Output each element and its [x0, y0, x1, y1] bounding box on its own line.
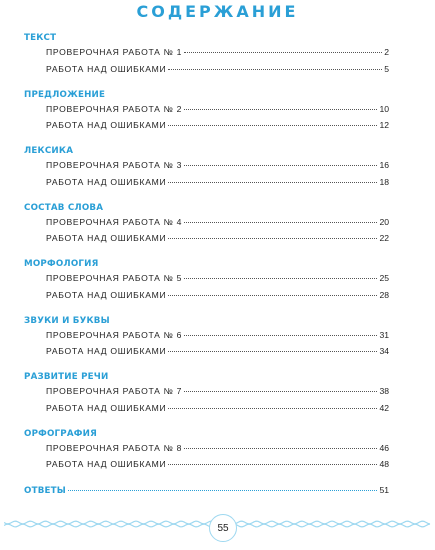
toc-entry[interactable] — [24, 343, 389, 360]
entry-title: РАБОТА НАД ОШИБКАМИ — [46, 176, 167, 187]
toc-section — [24, 202, 389, 247]
section-heading[interactable]: ОРФОГРАФИЯ — [24, 428, 97, 439]
dot-leader — [184, 335, 377, 336]
entry-page-number: 5 — [384, 63, 389, 74]
entry-page-number: 42 — [379, 402, 389, 413]
page-title: СОДЕРЖАНИЕ — [136, 2, 299, 21]
toc-section — [24, 258, 389, 303]
entry-page-number: 48 — [379, 459, 389, 469]
entry-title: ПРОВЕРОЧНАЯ РАБОТА № 4 — [46, 216, 183, 227]
dot-leader — [184, 222, 377, 223]
dot-leader — [184, 278, 377, 279]
toc-entry[interactable] — [24, 44, 389, 61]
entry-page-number: 2 — [384, 47, 389, 57]
section-heading[interactable]: ЗВУКИ И БУКВЫ — [24, 315, 110, 326]
dot-leader — [168, 351, 377, 352]
dot-leader — [184, 109, 377, 110]
dot-leader — [168, 125, 377, 126]
entry-title: ПРОВЕРОЧНАЯ РАБОТА № 2 — [46, 103, 183, 114]
entry-title: РАБОТА НАД ОШИБКАМИ — [46, 289, 167, 300]
entry-title: РАБОТА НАД ОШИБКАМИ — [46, 120, 167, 130]
toc-entry[interactable] — [24, 287, 389, 304]
toc-entry[interactable] — [24, 440, 389, 457]
dot-leader — [168, 464, 377, 465]
entry-title: ПРОВЕРОЧНАЯ РАБОТА № 7 — [46, 386, 183, 396]
entry-page-number: 34 — [379, 346, 389, 356]
entry-page-number: 10 — [379, 103, 389, 114]
section-heading[interactable]: МОРФОЛОГИЯ — [24, 259, 99, 269]
entry-title: РАБОТА НАД ОШИБКАМИ — [46, 459, 167, 469]
entry-title: РАБОТА НАД ОШИБКАМИ — [46, 233, 167, 243]
section-heading[interactable]: РАЗВИТИЕ РЕЧИ — [24, 372, 109, 382]
toc-entry[interactable] — [24, 230, 389, 247]
toc-entry[interactable] — [24, 214, 389, 231]
section-heading[interactable]: ТЕКСТ — [24, 33, 57, 43]
dot-leader — [168, 69, 382, 70]
entry-title: ПРОВЕРОЧНАЯ РАБОТА № 5 — [46, 273, 183, 283]
entry-page-number: 28 — [379, 289, 389, 300]
dot-leader — [184, 391, 377, 392]
entry-page-number: 46 — [379, 442, 389, 453]
toc-entry[interactable] — [24, 101, 389, 118]
entry-title: ПРОВЕРОЧНАЯ РАБОТА № 1 — [46, 47, 183, 57]
dot-leader — [184, 165, 377, 166]
toc-section — [24, 371, 389, 416]
entry-title: ПРОВЕРОЧНАЯ РАБОТА № 3 — [46, 160, 183, 170]
section-heading[interactable]: СОСТАВ СЛОВА — [24, 202, 104, 213]
entry-page-number: 18 — [379, 176, 389, 187]
entry-page-number: 20 — [379, 216, 389, 227]
toc-section — [24, 89, 389, 134]
toc-section — [24, 145, 389, 190]
entry-title: ПРОВЕРОЧНАЯ РАБОТА № 6 — [46, 329, 183, 340]
toc-section — [24, 32, 389, 77]
toc-entry[interactable] — [24, 270, 389, 287]
entry-page-number: 16 — [379, 160, 389, 170]
dot-leader — [184, 448, 377, 449]
dot-leader — [168, 408, 377, 409]
toc-entry[interactable] — [24, 327, 389, 344]
entry-title: РАБОТА НАД ОШИБКАМИ — [46, 346, 167, 356]
entry-title: ПРОВЕРОЧНАЯ РАБОТА № 8 — [46, 442, 183, 453]
dot-leader — [168, 295, 377, 296]
toc-entry[interactable] — [24, 383, 389, 400]
toc-entry[interactable] — [24, 117, 389, 134]
toc-answers-entry[interactable] — [24, 484, 389, 496]
toc-entry[interactable] — [24, 456, 389, 473]
section-heading[interactable]: ПРЕДЛОЖЕНИЕ — [24, 89, 106, 100]
dot-leader — [168, 238, 377, 239]
page-number: 55 — [217, 522, 229, 534]
toc-section — [24, 315, 389, 360]
entry-title: РАБОТА НАД ОШИБКАМИ — [46, 402, 167, 413]
entry-page-number: 31 — [379, 329, 389, 340]
toc-entry[interactable] — [24, 61, 389, 78]
table-of-contents — [24, 32, 389, 496]
entry-page-number: 51 — [379, 485, 389, 495]
toc-entry[interactable] — [24, 400, 389, 417]
toc-entry[interactable] — [24, 157, 389, 174]
section-heading[interactable]: ЛЕКСИКА — [24, 146, 74, 156]
entry-page-number: 25 — [379, 273, 389, 283]
entry-title: РАБОТА НАД ОШИБКАМИ — [46, 63, 167, 74]
toc-section — [24, 428, 389, 473]
section-heading: ОТВЕТЫ — [24, 486, 66, 496]
dot-leader — [68, 490, 377, 491]
entry-page-number: 22 — [379, 233, 389, 243]
entry-page-number: 12 — [379, 120, 389, 130]
entry-page-number: 38 — [379, 386, 389, 396]
toc-entry[interactable] — [24, 174, 389, 191]
dot-leader — [184, 52, 382, 53]
dot-leader — [168, 182, 377, 183]
page-number-badge — [209, 514, 237, 542]
